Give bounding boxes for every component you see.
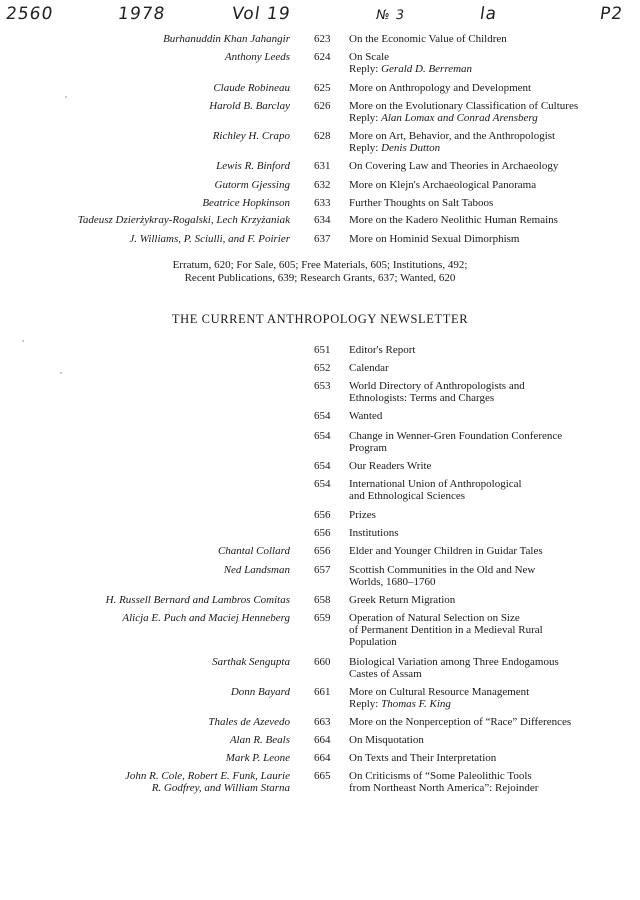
- entry-title-line: from Northeast North America”: Rejoinder: [349, 782, 539, 794]
- entry-title-line: Elder and Younger Children in Guidar Tales: [349, 545, 543, 557]
- entry-title: [349, 752, 639, 764]
- entry-author: Beatrice Hopkinson: [202, 197, 290, 209]
- entry-title-line: More on Klejn's Archaeological Panorama: [349, 179, 537, 191]
- reply-label: Reply:: [349, 112, 379, 124]
- handwritten-note-2: 1978: [116, 4, 167, 24]
- entry-author: Anthony Leeds: [224, 51, 290, 63]
- entry-title-line: More on the Kadero Neolithic Human Remains: [349, 214, 558, 226]
- entry-title-line: Ethnologists: Terms and Charges: [349, 392, 495, 404]
- entry-author: Ned Landsman: [223, 564, 290, 576]
- scan-speck: [60, 372, 62, 374]
- reply-author: Denis Dutton: [381, 142, 441, 154]
- index-line: Recent Publications, 639; Research Grants, 637; Wanted, 620: [184, 272, 456, 284]
- entry-title-line: On Texts and Their Interpretation: [349, 752, 497, 764]
- entry-title: [349, 527, 639, 539]
- entry-title: [349, 362, 639, 374]
- entry-title-line: Calendar: [349, 362, 389, 374]
- entry-page-number: 656: [314, 509, 331, 521]
- entry-title-line: of Permanent Dentition in a Medieval Rural: [349, 624, 543, 636]
- entry-title: [349, 160, 639, 172]
- entry-author: Richley H. Crapo: [212, 130, 290, 142]
- entry-title: [349, 686, 639, 710]
- entry-title-line: Our Readers Write: [349, 460, 432, 472]
- reply-author: Gerald D. Berreman: [381, 63, 473, 75]
- entry-page-number: 659: [314, 612, 331, 624]
- entry-title-line: More on Hominid Sexual Dimorphism: [349, 233, 520, 245]
- entry-title: [349, 33, 639, 45]
- entry-author: Donn Bayard: [230, 686, 290, 698]
- entry-page-number: 633: [314, 197, 331, 209]
- entry-title-line: More on the Nonperception of “Race” Differences: [349, 716, 572, 728]
- entry-title: [349, 82, 639, 94]
- entry-title-line: Biological Variation among Three Endogamous: [349, 656, 559, 668]
- scan-speck: [65, 96, 67, 98]
- entry-page-number: 658: [314, 594, 331, 606]
- entry-title-line: Scottish Communities in the Old and New: [349, 564, 536, 576]
- entry-title: [349, 51, 639, 75]
- reply-label: Reply:: [349, 142, 379, 154]
- entry-title-line: International Union of Anthropological: [349, 478, 522, 490]
- entry-author: Alan R. Beals: [229, 734, 290, 746]
- handwritten-note-1: 2560: [4, 4, 55, 24]
- entry-author: Gutorm Gjessing: [214, 179, 290, 191]
- entry-reply: [349, 112, 639, 124]
- entry-reply: [349, 63, 639, 75]
- entry-author: John R. Cole, Robert E. Funk, Laurie R. Godfrey, and William Starna: [125, 770, 290, 794]
- entry-title-line: Wanted: [349, 410, 383, 422]
- entry-title-line: On Misquotation: [349, 734, 424, 746]
- entry-page-number: 652: [314, 362, 331, 374]
- entry-author: Sarthak Sengupta: [212, 656, 290, 668]
- handwritten-note-6: P2: [598, 4, 625, 24]
- entry-title: [349, 545, 639, 557]
- newsletter-heading: THE CURRENT ANTHROPOLOGY NEWSLETTER: [171, 312, 469, 326]
- entry-title-line: On Covering Law and Theories in Archaeology: [349, 160, 559, 172]
- entry-title-line: Castes of Assam: [349, 668, 422, 680]
- entry-author: Thales de Azevedo: [208, 716, 290, 728]
- entry-title: [349, 130, 639, 154]
- entry-page-number: 654: [314, 410, 331, 422]
- entry-page-number: 626: [314, 100, 331, 112]
- entry-title-line: Prizes: [349, 509, 376, 521]
- entry-title: [349, 594, 639, 606]
- entry-page-number: 660: [314, 656, 331, 668]
- entry-reply: [349, 142, 639, 154]
- handwritten-note-4: № 3: [374, 8, 406, 23]
- entry-page-number: 625: [314, 82, 331, 94]
- entry-title-line: Further Thoughts on Salt Taboos: [349, 197, 494, 209]
- entry-page-number: 623: [314, 33, 331, 45]
- entry-page-number: 653: [314, 380, 331, 392]
- entry-title: [349, 770, 639, 794]
- entry-author: Claude Robineau: [213, 82, 290, 94]
- entry-title-line: On the Economic Value of Children: [349, 33, 507, 45]
- entry-page-number: 664: [314, 752, 331, 764]
- entry-title: [349, 612, 639, 648]
- entry-title-line: More on the Evolutionary Classification of Cultures: [349, 100, 579, 112]
- entry-title: [349, 734, 639, 746]
- scan-speck: [22, 340, 24, 342]
- entry-page-number: 664: [314, 734, 331, 746]
- entry-title: [349, 478, 639, 502]
- entry-page-number: 654: [314, 430, 331, 442]
- entry-title: [349, 344, 639, 356]
- entry-page-number: 632: [314, 179, 331, 191]
- entry-page-number: 624: [314, 51, 331, 63]
- entry-title: [349, 509, 639, 521]
- entry-page-number: 656: [314, 545, 331, 557]
- entry-title-line: Change in Wenner-Gren Foundation Conference: [349, 430, 563, 442]
- entry-title: [349, 233, 639, 245]
- entry-page-number: 654: [314, 478, 331, 490]
- entry-page-number: 661: [314, 686, 331, 698]
- entry-page-number: 651: [314, 344, 331, 356]
- entry-title: [349, 460, 639, 472]
- entry-author: Tadeusz Dzierżykray-Rogalski, Lech Krzyżaniak: [77, 214, 290, 226]
- handwritten-note-5: la: [478, 4, 499, 24]
- handwritten-note-3: Vol 19: [230, 4, 292, 24]
- reply-author: Alan Lomax and Conrad Arensberg: [381, 112, 538, 124]
- entry-page-number: 631: [314, 160, 331, 172]
- entry-title: [349, 564, 639, 588]
- entry-reply: [349, 698, 639, 710]
- entry-page-number: 637: [314, 233, 331, 245]
- entry-title-line: On Scale: [349, 51, 390, 63]
- entry-page-number: 654: [314, 460, 331, 472]
- entry-title: [349, 656, 639, 680]
- entry-page-number: 656: [314, 527, 331, 539]
- entry-title-line: More on Cultural Resource Management: [349, 686, 530, 698]
- entry-page-number: 663: [314, 716, 331, 728]
- entry-author: H. Russell Bernard and Lambros Comitas: [105, 594, 290, 606]
- entry-title-line: More on Anthropology and Development: [349, 82, 532, 94]
- entry-author: Harold B. Barclay: [209, 100, 290, 112]
- entry-page-number: 634: [314, 214, 331, 226]
- subject-index: [0, 259, 640, 285]
- entry-title-line: More on Art, Behavior, and the Anthropologist: [349, 130, 556, 142]
- entry-author: J. Williams, P. Sciulli, and F. Poirier: [129, 233, 290, 245]
- entry-title-line: Population: [349, 636, 397, 648]
- entry-title: [349, 179, 639, 191]
- entry-title-line: Institutions: [349, 527, 399, 539]
- entry-title: [349, 214, 639, 226]
- entry-author: Mark P. Leone: [225, 752, 290, 764]
- entry-title: [349, 380, 639, 404]
- entry-title-line: Greek Return Migration: [349, 594, 456, 606]
- entry-page-number: 665: [314, 770, 331, 782]
- index-line: Erratum, 620; For Sale, 605; Free Materials, 605; Institutions, 492;: [172, 259, 468, 271]
- entry-page-number: 657: [314, 564, 331, 576]
- entry-title-line: Program: [349, 442, 387, 454]
- entry-author: Burhanuddin Khan Jahangir: [163, 33, 290, 45]
- entry-title: [349, 430, 639, 454]
- entry-title-line: Worlds, 1680–1760: [349, 576, 436, 588]
- entry-title: [349, 410, 639, 422]
- entry-author: Lewis R. Binford: [216, 160, 290, 172]
- entry-title-line: World Directory of Anthropologists and: [349, 380, 525, 392]
- entry-author: Alicja E. Puch and Maciej Henneberg: [122, 612, 290, 624]
- reply-author: Thomas F. King: [381, 698, 451, 710]
- entry-title-line: On Criticisms of “Some Paleolithic Tools: [349, 770, 532, 782]
- reply-label: Reply:: [349, 698, 379, 710]
- entry-title: [349, 197, 639, 209]
- entry-title: [349, 100, 639, 124]
- entry-title: [349, 716, 639, 728]
- entry-page-number: 628: [314, 130, 331, 142]
- entry-title-line: Operation of Natural Selection on Size: [349, 612, 520, 624]
- entry-author: Chantal Collard: [217, 545, 290, 557]
- entry-title-line: Editor's Report: [349, 344, 416, 356]
- reply-label: Reply:: [349, 63, 379, 75]
- entry-title-line: and Ethnological Sciences: [349, 490, 466, 502]
